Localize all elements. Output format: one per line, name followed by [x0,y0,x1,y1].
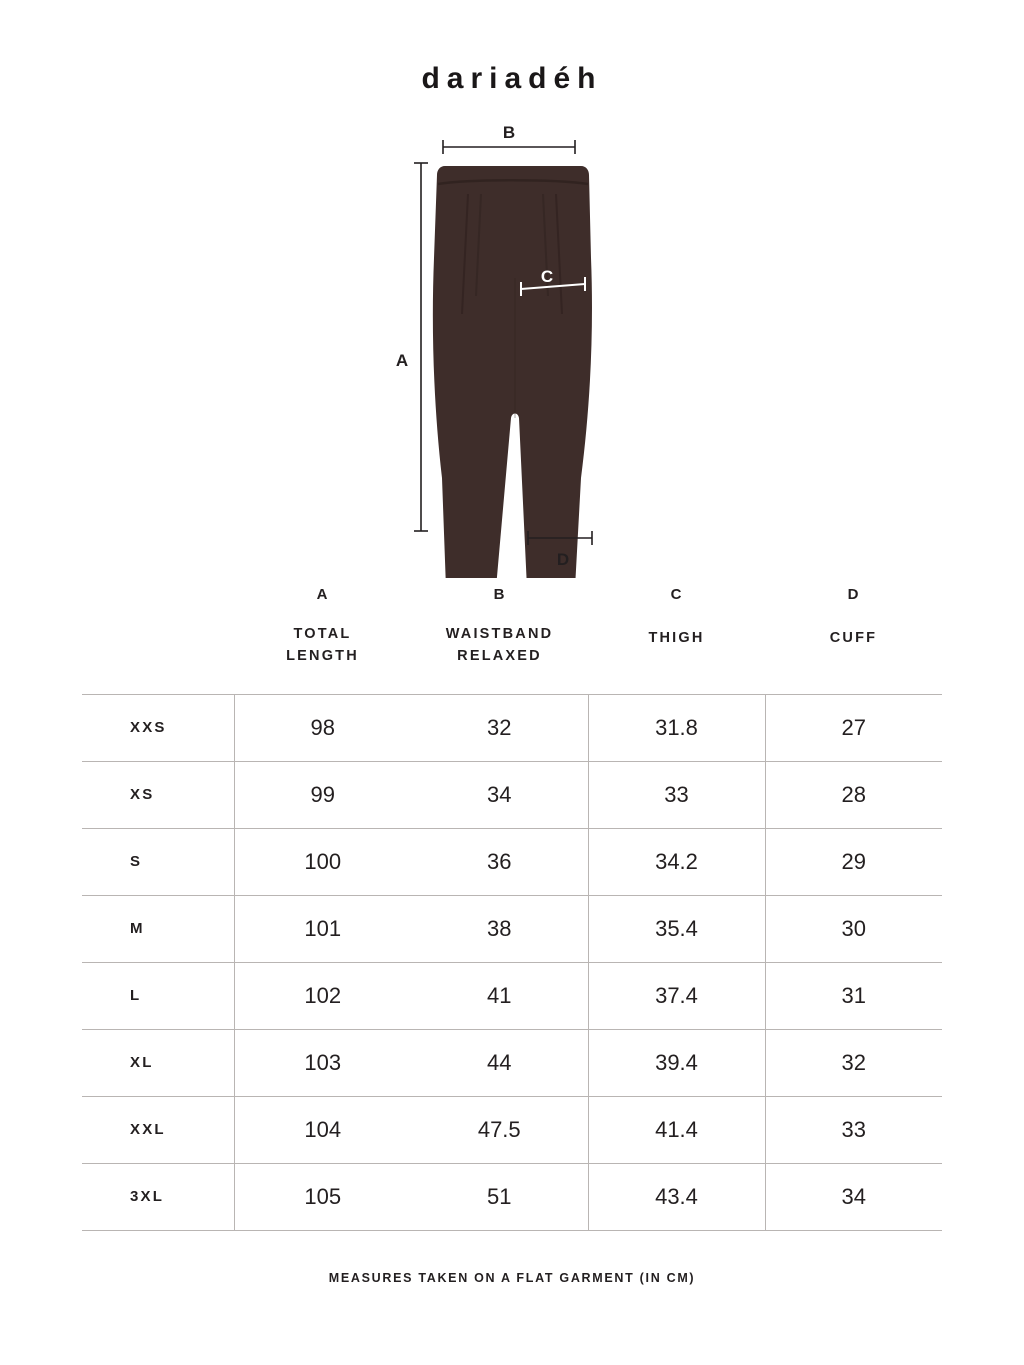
column-header-d [765,586,942,668]
footer-note: MEASURES TAKEN ON A FLAT GARMENT (IN CM) [328,1270,696,1285]
cell-total-length: 103 [234,1029,411,1096]
column-name-c: THIGH [648,630,705,646]
row-size-label: XXS [82,694,234,761]
cell-cuff: 33 [765,1096,942,1163]
label-a: A [395,351,409,370]
column-name-a: TOTAL LENGTH [286,626,359,665]
table-row [82,1163,942,1230]
measure-b [443,140,575,154]
cell-total-length: 105 [234,1163,411,1230]
cell-cuff: 30 [765,895,942,962]
brand-logo: dariadéh [421,62,603,95]
cell-cuff: 32 [765,1029,942,1096]
column-header-c [588,586,765,668]
column-letter-a: A [316,586,329,603]
cell-thigh: 41.4 [588,1096,765,1163]
cell-cuff: 27 [765,694,942,761]
column-name-d: CUFF [829,630,878,646]
column-header-b [411,586,588,668]
row-size-label: XL [82,1029,234,1096]
cell-waistband: 41 [411,962,588,1029]
cell-thigh: 31.8 [588,694,765,761]
column-header-a [234,586,411,668]
cell-cuff: 31 [765,962,942,1029]
table-row [82,895,942,962]
column-letter-d: D [847,586,860,603]
cell-thigh: 39.4 [588,1029,765,1096]
label-c: C [540,267,554,286]
cell-thigh: 34.2 [588,828,765,895]
cell-thigh: 43.4 [588,1163,765,1230]
size-table [82,694,942,1231]
cell-total-length: 100 [234,828,411,895]
cell-waistband: 32 [411,694,588,761]
cell-total-length: 101 [234,895,411,962]
cell-cuff: 29 [765,828,942,895]
cell-cuff: 28 [765,761,942,828]
label-d: D [556,550,570,569]
row-size-label: 3XL [82,1163,234,1230]
pants-illustration [433,166,592,578]
row-size-label: S [82,828,234,895]
table-row [82,1096,942,1163]
row-size-label: XS [82,761,234,828]
column-name-b: WAISTBAND RELAXED [445,626,554,665]
garment-diagram [0,118,1024,578]
table-row [82,694,942,761]
cell-waistband: 51 [411,1163,588,1230]
header-spacer [82,586,234,668]
cell-waistband: 47.5 [411,1096,588,1163]
column-letter-c: C [670,586,683,603]
column-letter-b: B [493,586,506,603]
cell-total-length: 104 [234,1096,411,1163]
cell-thigh: 33 [588,761,765,828]
cell-cuff: 34 [765,1163,942,1230]
column-headers [82,586,942,668]
cell-total-length: 99 [234,761,411,828]
label-b: B [502,123,516,142]
cell-waistband: 36 [411,828,588,895]
cell-total-length: 98 [234,694,411,761]
row-size-label: XXL [82,1096,234,1163]
table-row [82,761,942,828]
cell-thigh: 37.4 [588,962,765,1029]
cell-waistband: 44 [411,1029,588,1096]
table-row [82,1029,942,1096]
cell-total-length: 102 [234,962,411,1029]
measure-a [414,163,428,531]
size-table-body [82,694,942,1230]
cell-thigh: 35.4 [588,895,765,962]
row-size-label: L [82,962,234,1029]
cell-waistband: 38 [411,895,588,962]
cell-waistband: 34 [411,761,588,828]
row-size-label: M [82,895,234,962]
table-row [82,962,942,1029]
table-row [82,828,942,895]
